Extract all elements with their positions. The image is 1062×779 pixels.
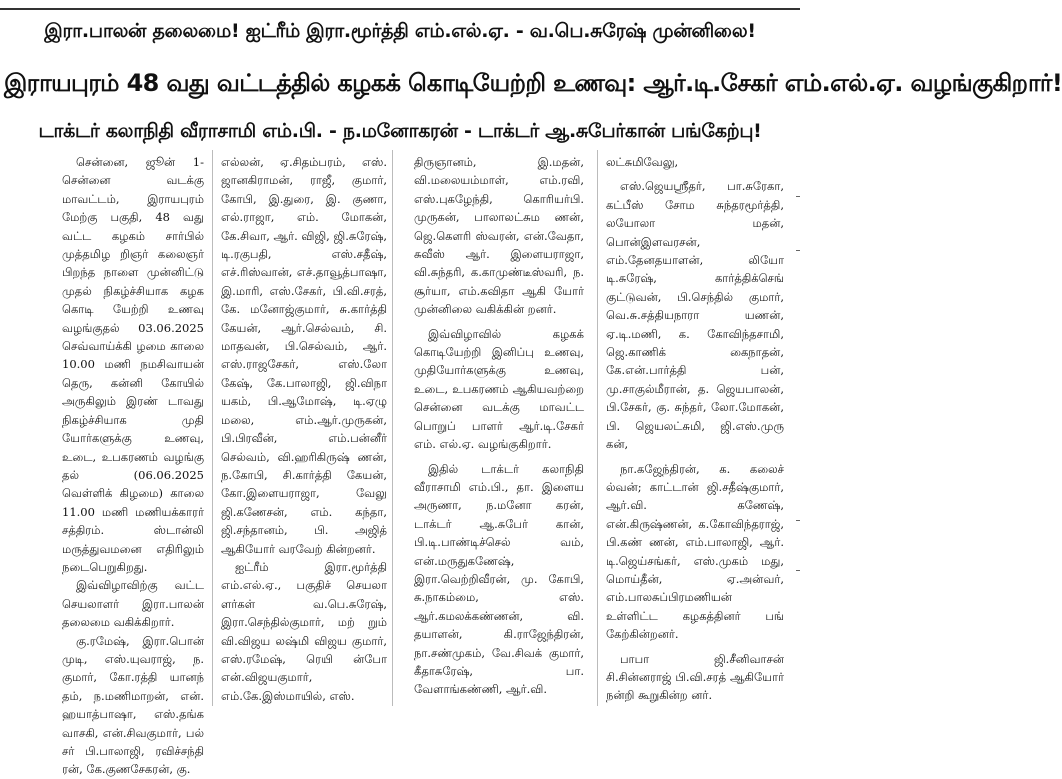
paragraph: லட்சுமிவேலு, bbox=[606, 155, 679, 169]
paragraph: எஸ்.ஜெயஸ்ரீதர், பா.சுரேகா, கட்பீஸ் சோம சுந்தரமூர்த்தி, லயோலா மதன், பொன்இளவரசன், எம்.தேனதயாளன், லியோ டி.சுரேஷ், கார்த்திக்செங் குட்டுவன், பி.செந்தில் குமார், வெ.சு.சத்தியநாரா யணன், ஏ.டி.மணி, க. கோவிந்தசாமி, ஜெ.காணிக் கைநாதன், கே.என்.பார்த்தி பன், மு.சாகுல்மீரான், த. ஜெயபாலன், பி.சேகர், கு. சுந்தர், லோ.மோகன், பி. ஜெயலட்சுமி, ஜி.எஸ்.முரு கன், bbox=[606, 179, 784, 452]
paragraph: இதில் டாக்டர் கலாநிதி வீராசாமி எம்.பி., தா. இளைய அருணா, ந.மனோ கரன், டாக்டர் ஆ.சுபேர் கான், பி.டி.பாண்டிச்செல் வம், என்.மருதுகணேஷ், இரா.வெற்றிவீரன், மு. கோபி, சு.நாகம்மை, எஸ். ஆர்.கமலக்கண்ணன், வி. தயாளன், கி.ராஜேந்திரன், நா.சண்முகம், வே.சிவக் குமார், கீதாசுரேஷ், பா. வேளாங்கண்ணி, ஆர்.வி. bbox=[414, 461, 584, 697]
article-column-1 bbox=[62, 153, 204, 777]
paragraph: சென்னை, ஜூன் 1- சென்னை வடக்கு மாவட்டம், இராயபுரம் மேற்கு பகுதி, 48 வது வட்ட கழகம் சார்பில் முத்தமிழ றிஞர் கலைஞர் பிறந்த நாளை முன்னிட்டு முதல் நிகழ்ச்சியாக கழக கொடி யேற்றி உணவு வழங்குதல் 03.06.2025 செவ்வாய்க்கி ழமை காலை 10.00 மணி நமசிவாயன் தெரு, கன்னி கோயில் அருகிலும் இரண் டாவது நிகழ்ச்சியாக முதி யோர்களுக்கு உணவு, உடை, உபகரணம் வழங்கு தல் (06.06.2025 வெள்ளிக் கிழமை) காலை 11.00 மணி மணியக்காரர் சத்திரம். ஸ்டான்லி மருத்துவமனை எதிரிலும் நடைபெறுகிறது. bbox=[62, 155, 204, 574]
column-divider bbox=[212, 150, 213, 706]
paragraph: இவ்விழாவில் கழகக் கொடியேற்றி இனிப்பு உணவு, முதியோர்களுக்கு உணவு, உடை, உபகரணம் ஆகியவற்றை சென்னை வடக்கு மாவட்ட பொறுப் பாளர் ஆர்.டி.சேகர் எம். எல்.ஏ. வழங்குகிறார். bbox=[414, 326, 584, 452]
paragraph: கு.ரமேஷ், இரா.பொன் முடி, எஸ்.யுவராஜ், ந. குமார், கோ.ரத்தி யானந் தம், ந.மணிமாறன், என். ஹயாத்பாஷா, எஸ்.தங்க வாசகி, என்.சிவகுமார், பல் சர் பி.பாலாஜி, ரவிச்சந்தி ரன், கே.குணசேகரன், கு. bbox=[62, 633, 204, 777]
paragraph: பாபா ஜி.சீனிவாசன் சி.சின்னராஜ் பி.வி.சரத் ஆகியோர் நன்றி கூறுகின்ற னர். bbox=[606, 651, 784, 703]
paragraph: திருஞானம், இ.மதன், வி.மலையம்மாள், எம்.ரவி, எஸ்.புகழேந்தி, கொரியர்பி. முருகன், பாலாலட்சும ணன், ஜெ.கௌரி ஸ்வரன், என்.வேதா, சுவீஸ் ஆர். இளையராஜா, வி.சுந்தரி, க.காமுண்டீஸ்வரி, ந. சூர்யா, எம்.கவிதா ஆகி யோர் முன்னிலை வகிக்கின் றனர். bbox=[414, 155, 584, 317]
page-edge-mark bbox=[796, 250, 800, 251]
headline: இராயபுரம் 48 வது வட்டத்தில் கழகக் கொடியேற்றி உணவு: ஆர்.டி.சேகர் எம்.எல்.ஏ. வழங்குகிறார்! bbox=[4, 69, 1062, 97]
subheadline: டாக்டர் கலாநிதி வீராசாமி எம்.பி. - ந.மனோகரன் - டாக்டர் ஆ.சுபேர்கான் பங்கேற்பு! bbox=[38, 120, 762, 142]
paragraph: ஐட்ரீம் இரா.மூர்த்தி எம்.எல்.ஏ., பகுதிச் செயலா ளர்கள் வ.பெ.சுரேஷ், இரா.செந்தில்குமார், மற் றும் வி.விஜய லஷ்மி விஜய குமார், எஸ்.ரமேஷ், ரெயி ன்போ என்.விஜயகுமார், எம்.கே.இஸ்மாயில், எஸ். bbox=[221, 559, 387, 703]
page-edge-mark bbox=[796, 520, 800, 521]
article-column-4 bbox=[606, 153, 784, 708]
column-divider bbox=[597, 150, 598, 706]
top-border bbox=[0, 0, 800, 10]
article-column-2 bbox=[221, 153, 387, 708]
page-edge-mark bbox=[796, 196, 800, 197]
article-column-3 bbox=[414, 153, 584, 708]
paragraph: நா.கஜேந்திரன், க. கலைச் ல்வன்; காட்டான் ஜி.சதீஷ்குமார், ஆர்.வி. கணேஷ், என்.கிருஷ்ணன், க.கோவிந்தராஜ், பி.கண் ணன், எம்.பாலாஜி, ஆர். டி.ஜெய்சங்கர், எஸ்.முகம் மது, மொய்தீன், ஏ.அன்வர், எம்.பாலசுப்பிரமணியன் உள்ளிட்ட கழகத்தினர் பங் கேற்கின்றனர். bbox=[606, 461, 784, 642]
paragraph: இவ்விழாவிற்கு வட்ட செயலாளர் இரா.பாலன் தலைமை வகிக்கிறார். bbox=[62, 578, 204, 630]
paragraph: எல்லன், ஏ.சிதம்பரம், எஸ். ஜானகிராமன், ராஜீ, குமார், கோபி, இ.துரை, இ. குணா, எல்.ராஜா, எம். மோகன், கே.சிவா, ஆர். விஜி, ஜி.சுரேஷ், டி.ரகுபதி, எஸ்.சதீஷ், எச்.ரிஸ்வான், எச்.தாவூத்பாஷா, இ.மாரி, எஸ்.சேகர், பி.வி.சரத், கே. மனோஜ்குமார், சு.கார்த்தி கேயன், ஆர்.செல்வம், சி. மாதவன், பி.செல்வம், ஆர். எஸ்.ராஜசேகர், எஸ்.லோ கேஷ், கே.பாலாஜி, ஜி.விநா யகம், பி.ஆமோஷ், டி.ஏழு மலை, எம்.ஆர்.முருகன், பி.பிரவீன், எம்.பன்னீர் செல்வம், வி.ஹரிகிருஷ் ணன், ந.கோபி, சி.கார்த்தி கேயன், கோ.இளையராஜா, வேலு ஜி.கணேசன், எம். கந்தா, ஜி.சந்தானம், பி. அஜித் ஆகியோர் வரவேற் கின்றனர். bbox=[221, 155, 387, 556]
column-divider bbox=[392, 150, 393, 706]
kicker-line: இரா.பாலன் தலைமை! ஐட்ரீம் இரா.மூர்த்தி எம்.எல்.ஏ. - வ.பெ.சுரேஷ் முன்னிலை! bbox=[44, 20, 756, 42]
page-edge-mark bbox=[796, 570, 800, 571]
